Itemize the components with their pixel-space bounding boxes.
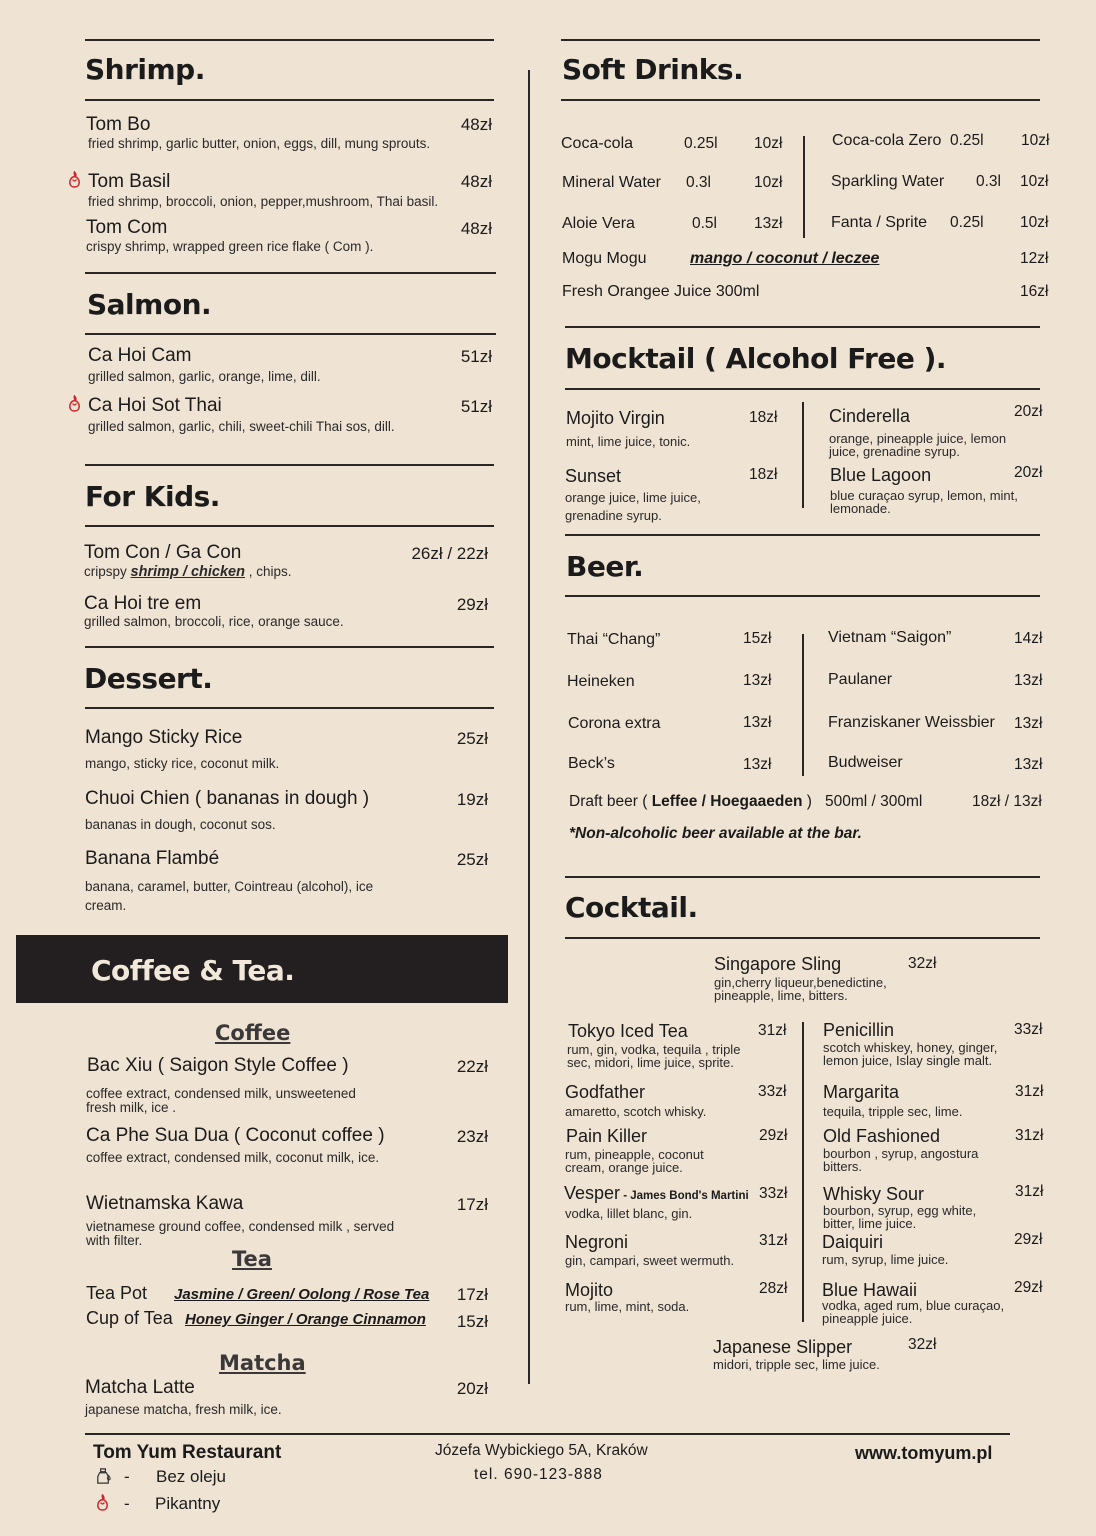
beer-note: *Non-alcoholic beer available at the bar. <box>569 825 862 842</box>
menu-item-price: 26zł / 22zł <box>411 544 488 563</box>
menu-item-desc: grilled salmon, garlic, orange, lime, dill. <box>88 369 321 384</box>
menu-item-name: Tom Basil <box>88 171 171 192</box>
drink-volume: 0.5l <box>692 215 717 232</box>
legend-spicy: Pikantny <box>155 1494 221 1513</box>
address: Józefa Wybickiego 5A, Kraków <box>435 1442 648 1459</box>
section-title-kids: For Kids. <box>85 480 220 513</box>
menu-item-price: 33zł <box>1014 1021 1043 1038</box>
menu-item-desc: bananas in dough, coconut sos. <box>85 817 276 832</box>
drink-price: 10zł <box>754 135 783 152</box>
menu-item-desc: bourbon, syrup, egg white, bitter, lime juice. <box>823 1203 977 1231</box>
drink-price: 16zł <box>1020 283 1049 300</box>
menu-item-name: Wietnamska Kawa <box>86 1193 244 1214</box>
menu-item-desc <box>84 565 484 579</box>
menu-item-price: 25zł <box>456 729 488 748</box>
legend-no-oil: Bez oleju <box>156 1467 226 1486</box>
beer-price: 13zł <box>1014 672 1043 689</box>
menu-item-price: 18zł <box>749 466 778 483</box>
beer-price: 13zł <box>743 672 772 689</box>
menu-item-price: 51zł <box>460 347 492 366</box>
beer-price: 13zł <box>1014 715 1043 732</box>
menu-item-desc: midori, tripple sec, lime juice. <box>713 1357 880 1372</box>
menu-item-name: Bac Xiu ( Saigon Style Coffee ) <box>87 1055 349 1076</box>
menu-item-name: Godfather <box>565 1082 646 1102</box>
legend-dash: - <box>124 1494 130 1513</box>
restaurant-name: Tom Yum Restaurant <box>93 1442 282 1463</box>
menu-item-price: 31zł <box>1015 1183 1044 1200</box>
beer-name: Beck’s <box>568 755 615 772</box>
drink-price: 10zł <box>1020 214 1049 231</box>
menu-item-name: Sunset <box>565 466 622 486</box>
menu-item-price: 19zł <box>456 790 488 809</box>
drink-price: 13zł <box>754 215 783 232</box>
menu-item-desc: japanese matcha, fresh milk, ice. <box>85 1402 282 1417</box>
drink-options: mango / coconut / leczee <box>690 250 880 267</box>
menu-item-price: 20zł <box>456 1379 488 1398</box>
menu-item-name: Tom Com <box>86 217 168 238</box>
menu-item-price: 31zł <box>1015 1127 1044 1144</box>
menu-item-price: 17zł <box>456 1285 488 1304</box>
drink-name: Coca-cola <box>561 135 634 152</box>
section-title-mocktail: Mocktail ( Alcohol Free ). <box>565 342 947 375</box>
menu-item-desc: bourbon , syrup, angostura bitters. <box>823 1146 979 1174</box>
beer-price: 13zł <box>1014 756 1043 773</box>
drink-name: Aloie Vera <box>562 215 635 232</box>
tea-options: Honey Ginger / Orange Cinnamon <box>185 1311 426 1328</box>
drink-name: Fresh Orangee Juice 300ml <box>562 283 760 300</box>
menu-item-name: Margarita <box>823 1082 900 1102</box>
menu-item-name: Whisky Sour <box>823 1184 925 1204</box>
menu-item-desc: crispy shrimp, wrapped green rice flake ( Com ). <box>86 239 374 254</box>
menu-item-desc: rum, syrup, lime juice. <box>822 1252 949 1267</box>
no-oil-icon <box>94 1467 113 1486</box>
menu-item-name: Ca Phe Sua Dua ( Coconut coffee ) <box>86 1125 385 1146</box>
section-title-dessert: Dessert. <box>84 662 213 695</box>
menu-item-name: Tom Bo <box>86 114 151 135</box>
menu-item-desc: coffee extract, condensed milk, unsweetened fresh milk, ice . <box>86 1086 356 1115</box>
beer-name: Vietnam “Saigon” <box>828 629 952 646</box>
draft-beer <box>569 793 812 811</box>
menu-item-price: 48zł <box>460 172 492 191</box>
menu-item-price: 29zł <box>456 595 488 614</box>
subheading-tea: Tea <box>232 1247 272 1271</box>
drink-volume: 0.25l <box>950 214 984 231</box>
draft-brands: Leffee / Hoegaaeden <box>651 793 803 810</box>
menu-item-name: Old Fashioned <box>823 1126 941 1146</box>
menu-item-desc: orange, pineapple juice, lemon juice, grenadine syrup. <box>829 431 1007 459</box>
menu-item-price: 48zł <box>460 219 492 238</box>
menu-item-price: 32zł <box>908 1336 937 1353</box>
draft-text: Draft beer ( <box>569 793 652 810</box>
menu-item-name <box>564 1183 749 1204</box>
menu-item-name: Ca Hoi tre em <box>84 593 202 614</box>
drink-volume: 0.3l <box>976 173 1001 190</box>
subheading-coffee: Coffee <box>215 1021 291 1045</box>
phone: tel. 690-123-888 <box>474 1466 603 1483</box>
drink-volume: 0.3l <box>686 174 711 191</box>
section-title-cocktail: Cocktail. <box>565 891 698 924</box>
desc-text: , chips. <box>244 564 292 579</box>
menu-item-price: 20zł <box>1014 464 1043 481</box>
beer-name: Paulaner <box>828 671 893 688</box>
menu-item-desc: tequila, tripple sec, lime. <box>823 1104 963 1119</box>
drink-volume: 0.25l <box>684 135 718 152</box>
menu-item-desc: orange juice, lime juice, grenadine syrup. <box>565 490 701 523</box>
chili-icon <box>67 395 82 412</box>
menu-item-desc: grilled salmon, broccoli, rice, orange sauce. <box>84 614 344 629</box>
beer-name: Corona extra <box>568 715 661 732</box>
menu-item-name: Cup of Tea <box>86 1308 173 1328</box>
menu-item-name: Pain Killer <box>566 1126 648 1146</box>
menu-item-name: Japanese Slipper <box>713 1337 853 1357</box>
menu-item-name: Mojito <box>565 1280 614 1300</box>
beer-price: 13zł <box>743 756 772 773</box>
menu-item-name: Tom Con / Ga Con <box>84 542 242 563</box>
menu-item-desc: blue curaçao syrup, lemon, mint, lemonade. <box>830 488 1018 516</box>
menu-item-desc: banana, caramel, butter, Cointreau (alcohol), ice cream. <box>85 879 374 913</box>
menu-item-name: Chuoi Chien ( bananas in dough ) <box>85 788 370 809</box>
draft-price: 18zł / 13zł <box>972 793 1042 810</box>
menu-item-price: 29zł <box>1014 1279 1043 1296</box>
menu-item-desc: vodka, lillet blanc, gin. <box>565 1206 693 1221</box>
menu-item-name: Tokyo Iced Tea <box>568 1021 688 1041</box>
menu-item-desc: vodka, aged rum, blue curaçao, pineapple juice. <box>822 1298 1005 1326</box>
menu-item-name: Blue Lagoon <box>830 465 932 485</box>
drink-name: Coca-cola Zero <box>832 132 942 149</box>
drink-volume: 0.25l <box>950 132 984 149</box>
menu-item-price: 18zł <box>749 409 778 426</box>
beer-price: 14zł <box>1014 630 1043 647</box>
menu-item-name: Singapore Sling <box>714 954 842 974</box>
menu-item-price: 29zł <box>759 1127 788 1144</box>
beer-name: Budweiser <box>828 754 903 771</box>
menu-item-price: 32zł <box>908 955 937 972</box>
drink-name: Fanta / Sprite <box>831 214 928 231</box>
section-title-coffee-tea: Coffee & Tea. <box>91 954 295 987</box>
menu-item-name: Cinderella <box>829 406 911 426</box>
menu-item-desc: rum, gin, vodka, tequila , triple sec, midori, lime juice, sprite. <box>567 1042 741 1070</box>
beer-name: Thai “Chang” <box>567 631 661 648</box>
menu-item-desc: mango, sticky rice, coconut milk. <box>85 756 280 771</box>
cocktail-name: Vesper <box>564 1183 621 1203</box>
menu-item-desc: fried shrimp, garlic butter, onion, eggs, dill, mung sprouts. <box>88 136 431 151</box>
desc-text: cripspy <box>84 564 131 579</box>
chili-icon <box>95 1494 110 1511</box>
drink-price: 10zł <box>754 174 783 191</box>
desc-options: shrimp / chicken <box>130 564 245 580</box>
menu-item-name: Mango Sticky Rice <box>85 727 243 748</box>
menu-item-price: 31zł <box>759 1232 788 1249</box>
menu-item-price: 31zł <box>758 1022 787 1039</box>
beer-name: Franziskaner Weissbier <box>828 714 995 731</box>
menu-item-name: Ca Hoi Cam <box>88 345 192 366</box>
section-title-beer: Beer. <box>566 550 644 583</box>
draft-volume: 500ml / 300ml <box>825 793 923 810</box>
website-link[interactable]: www.tomyum.pl <box>855 1443 993 1463</box>
menu-item-price: 15zł <box>456 1312 488 1331</box>
menu-item-desc: scotch whiskey, honey, ginger, lemon juice, Islay single malt. <box>823 1040 998 1068</box>
menu-item-name: Tea Pot <box>86 1283 148 1303</box>
menu-item-price: 28zł <box>759 1280 788 1297</box>
menu-item-name: Mojito Virgin <box>566 408 665 428</box>
menu-item-price: 29zł <box>1014 1231 1043 1248</box>
drink-name: Mineral Water <box>562 174 661 191</box>
menu-item-desc: amaretto, scotch whisky. <box>565 1104 707 1119</box>
beer-name: Heineken <box>567 673 635 690</box>
menu-item-price: 20zł <box>1014 403 1043 420</box>
menu-item-desc: mint, lime juice, tonic. <box>566 434 691 449</box>
legend-dash: - <box>124 1467 130 1486</box>
menu-item-price: 23zł <box>456 1127 488 1146</box>
menu-item-desc: gin, campari, sweet wermuth. <box>565 1253 735 1268</box>
chili-icon <box>67 171 82 188</box>
menu-item-desc: fried shrimp, broccoli, onion, pepper,mushroom, Thai basil. <box>88 194 439 209</box>
menu-item-desc: rum, lime, mint, soda. <box>565 1299 690 1314</box>
section-title-shrimp: Shrimp. <box>85 53 205 86</box>
menu-item-desc: coffee extract, condensed milk, coconut milk, ice. <box>86 1150 380 1165</box>
menu-item-name: Negroni <box>565 1232 629 1252</box>
subheading-matcha: Matcha <box>219 1351 306 1375</box>
drink-price: 10zł <box>1021 132 1050 149</box>
menu-item-price: 17zł <box>456 1195 488 1214</box>
menu-item-price: 33zł <box>759 1185 788 1202</box>
menu-item-name: Blue Hawaii <box>822 1280 918 1300</box>
menu-item-desc: grilled salmon, garlic, chili, sweet-chili Thai sos, dill. <box>88 419 395 434</box>
menu-item-price: 51zł <box>460 397 492 416</box>
section-title-salmon: Salmon. <box>87 288 212 321</box>
menu-item-price: 33zł <box>758 1083 787 1100</box>
drink-name: Mogu Mogu <box>562 250 647 267</box>
menu-item-name: Banana Flambé <box>85 848 220 869</box>
drink-price: 10zł <box>1020 173 1049 190</box>
beer-price: 15zł <box>743 630 772 647</box>
cocktail-subtitle: - James Bond's Martini <box>620 1190 749 1202</box>
menu-item-desc: rum, pineapple, coconut cream, orange juice. <box>565 1147 704 1175</box>
draft-text: ) <box>802 793 812 810</box>
menu-item-name: Daiquiri <box>822 1232 884 1252</box>
menu-item-name: Ca Hoi Sot Thai <box>88 395 222 416</box>
drink-price: 12zł <box>1020 250 1049 267</box>
menu-item-price: 48zł <box>460 115 492 134</box>
menu-item-price: 31zł <box>1015 1083 1044 1100</box>
menu-item-price: 22zł <box>456 1057 488 1076</box>
section-title-soft-drinks: Soft Drinks. <box>562 53 744 86</box>
beer-price: 13zł <box>743 714 772 731</box>
menu-item-price: 25zł <box>456 850 488 869</box>
menu-item-name: Penicillin <box>823 1020 895 1040</box>
menu-item-desc: gin,cherry liqueur,benedictine, pineapple, lime, bitters. <box>714 975 887 1003</box>
menu-item-name: Matcha Latte <box>85 1377 195 1398</box>
drink-name: Sparkling Water <box>831 173 945 190</box>
menu-item-desc: vietnamese ground coffee, condensed milk , served with filter. <box>86 1219 395 1248</box>
tea-options: Jasmine / Green/ Oolong / Rose Tea <box>174 1286 430 1303</box>
